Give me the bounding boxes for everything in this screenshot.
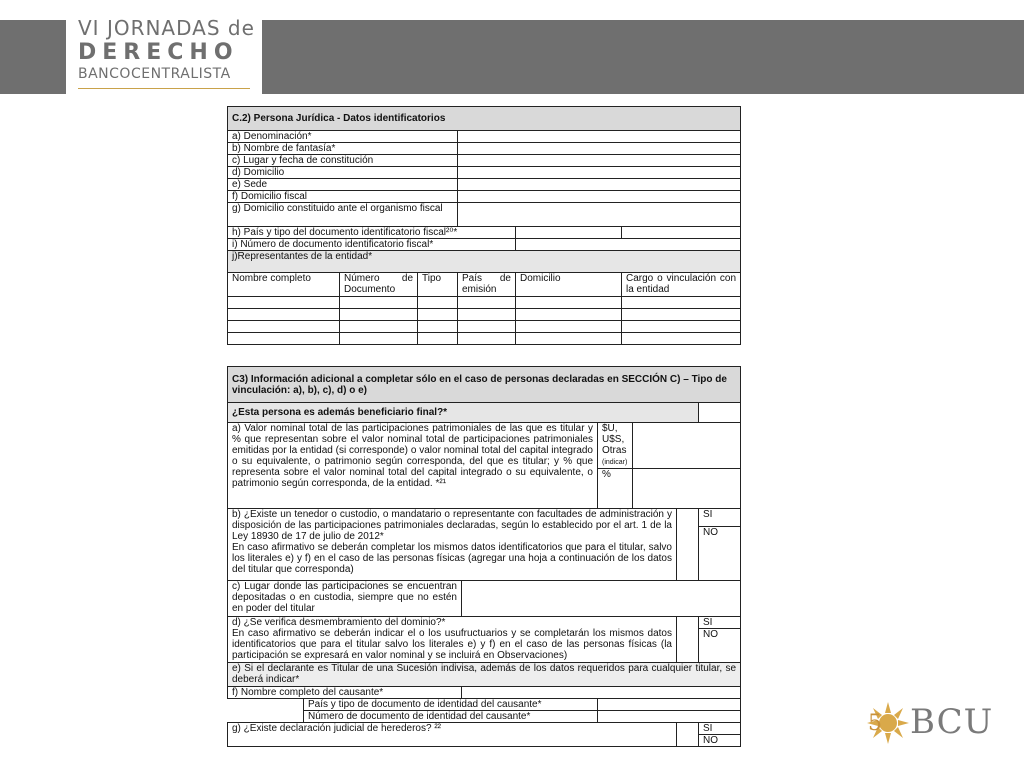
table-cell[interactable] — [622, 333, 741, 345]
table-cell[interactable] — [516, 297, 622, 309]
logo-line-1: VI JORNADAS de — [78, 16, 255, 40]
col-cargo: Cargo o vinculación con la entidad — [622, 273, 741, 297]
table-cell[interactable] — [228, 333, 340, 345]
col-nombre: Nombre completo — [228, 273, 340, 297]
table-cell[interactable] — [340, 309, 418, 321]
c3-input-a-percent[interactable] — [633, 469, 741, 509]
c2-field-c: c) Lugar y fecha de constitución — [228, 155, 458, 167]
c2-field-b: b) Nombre de fantasía* — [228, 143, 458, 155]
table-cell[interactable] — [340, 321, 418, 333]
table-cell[interactable] — [458, 297, 516, 309]
c2-field-i: i) Número de documento identificatorio fiscal* — [228, 239, 516, 251]
table-cell[interactable] — [622, 297, 741, 309]
c2-table — [227, 106, 741, 345]
c3-field-a: a) Valor nominal total de las participaciones patrimoniales de las que es titular y % que representan sobre el valor nominal total de participaciones patrimoniales emitidas por la entidad (si corresponde) o valor nominal total del capital integrado o su equivalente, o patrimonio según corresponda, del que es titular; y % que representa sobre el valor nominal total del capital integrado o su equivalente, o patrimonio según corresponda, de la entidad. *²¹ — [228, 423, 598, 509]
table-cell[interactable] — [340, 333, 418, 345]
c3-field-b — [228, 509, 677, 581]
bcu-text: BCU — [910, 702, 994, 742]
table-row — [228, 309, 741, 321]
logo-line-3: BANCOCENTRALISTA — [78, 66, 231, 82]
c3-field-f1: País y tipo de documento de identidad del causante* — [304, 699, 598, 711]
c3-f-spacer — [228, 699, 304, 711]
logo-line-2: DERECHO — [78, 40, 239, 65]
table-cell[interactable] — [622, 321, 741, 333]
c3-field-f2: Número de documento de identidad del causante* — [304, 711, 598, 723]
table-cell[interactable] — [516, 321, 622, 333]
col-tipo: Tipo — [418, 273, 458, 297]
c3-field-e: e) Si el declarante es Titular de una Sucesión indivisa, además de los datos requeridos para cualquier titular, se deberá indicar* — [228, 663, 741, 687]
c2-input-i[interactable] — [516, 239, 741, 251]
col-domicilio: Domicilio — [516, 273, 622, 297]
table-row — [228, 333, 741, 345]
c3-field-g: g) ¿Existe declaración judicial de herederos? ²² — [228, 723, 677, 747]
c3-field-c: c) Lugar donde las participaciones se encuentran depositadas o en custodia, siempre que no estén en poder del titular — [228, 581, 462, 617]
c3-a-currency-label: $U, U$S, Otras — [602, 423, 627, 456]
table-cell[interactable] — [340, 297, 418, 309]
c3-input-a-value[interactable] — [633, 423, 741, 469]
c3-d-si[interactable]: SI — [699, 617, 741, 629]
c2-form — [227, 106, 740, 345]
c2-field-j: j)Representantes de la entidad* — [228, 251, 741, 273]
col-pais: País de emisión — [458, 273, 516, 297]
c3-a-percent: % — [598, 469, 633, 509]
c2-input-a[interactable] — [458, 131, 741, 143]
c3-d-mark[interactable] — [677, 617, 699, 663]
c2-field-g: g) Domicilio constituido ante el organismo fiscal — [228, 203, 458, 227]
table-cell[interactable] — [418, 297, 458, 309]
c3-d-question: d) ¿Se verifica desmembramiento del dominio?* — [232, 617, 446, 628]
table-cell[interactable] — [458, 321, 516, 333]
logo-rule — [78, 88, 250, 89]
bcu-logo — [864, 700, 1004, 750]
c2-input-c[interactable] — [458, 155, 741, 167]
c2-input-h1[interactable] — [516, 227, 622, 239]
c3-d-note: En caso afirmativo se deberán indicar el o los usufructuarios y se completarán los mismos datos identificatorios que para el titular salvo los literales e) y f) en el caso de las personas físicas (la participación se expresará en valor nominal y se incluirá en Observaciones) — [232, 628, 672, 661]
c3-b-note: En caso afirmativo se deberán completar los mismos datos identificatorios que para el titular, salvo los literales e) y f) en el caso de las personas físicas (agregar una hoja a continuación de los datos del titular que corresponda) — [232, 542, 672, 575]
c3-field-f: f) Nombre completo del causante* — [228, 687, 462, 699]
c3-g-si[interactable]: SI — [699, 723, 741, 735]
c2-input-b[interactable] — [458, 143, 741, 155]
table-cell[interactable] — [516, 309, 622, 321]
c3-benef-question: ¿Esta persona es además beneficiario final?* — [228, 403, 699, 423]
c3-a-currency — [598, 423, 633, 469]
table-cell[interactable] — [458, 333, 516, 345]
c2-field-f: f) Domicilio fiscal — [228, 191, 458, 203]
c3-f-spacer — [228, 711, 304, 723]
col-numero: Número de Documento — [340, 273, 418, 297]
c3-b-si[interactable]: SI — [699, 509, 741, 527]
table-row — [228, 297, 741, 309]
c3-d-no[interactable]: NO — [699, 629, 741, 663]
c3-input-f1[interactable] — [598, 699, 741, 711]
c2-field-e: e) Sede — [228, 179, 458, 191]
c2-title: C.2) Persona Jurídica - Datos identificatorios — [228, 107, 741, 131]
c2-input-g[interactable] — [458, 203, 741, 227]
table-cell[interactable] — [228, 297, 340, 309]
c2-input-d[interactable] — [458, 167, 741, 179]
c2-input-e[interactable] — [458, 179, 741, 191]
c3-field-d — [228, 617, 677, 663]
c3-input-c[interactable] — [462, 581, 741, 617]
c2-field-d: d) Domicilio — [228, 167, 458, 179]
table-cell[interactable] — [418, 321, 458, 333]
c2-field-a: a) Denominación* — [228, 131, 458, 143]
c2-input-h2[interactable] — [622, 227, 741, 239]
c3-table — [227, 366, 741, 747]
table-cell[interactable] — [516, 333, 622, 345]
logo-number: 5 — [868, 711, 882, 736]
event-logo — [66, 12, 262, 96]
c3-b-mark[interactable] — [677, 509, 699, 581]
c2-field-h: h) País y tipo del documento identificatorio fiscal²⁰* — [228, 227, 516, 239]
table-cell[interactable] — [418, 309, 458, 321]
c3-benef-input[interactable] — [699, 403, 741, 423]
c3-b-question: b) ¿Existe un tenedor o custodio, o mandatario o representante con facultades de administración y disposición de las participaciones patrimoniales declaradas, según lo establecido por el art. 1 de la Ley 18930 de 17 de julio de 2012* — [232, 509, 672, 542]
c2-input-f[interactable] — [458, 191, 741, 203]
table-cell[interactable] — [458, 309, 516, 321]
c3-g-mark[interactable] — [677, 723, 699, 747]
table-row — [228, 321, 741, 333]
table-cell[interactable] — [622, 309, 741, 321]
c3-b-no[interactable]: NO — [699, 527, 741, 581]
c3-input-f2[interactable] — [598, 711, 741, 723]
c3-a-indicar: (indicar) — [602, 459, 628, 466]
c3-g-no[interactable]: NO — [699, 735, 741, 747]
table-cell[interactable] — [228, 321, 340, 333]
table-cell[interactable] — [418, 333, 458, 345]
c3-title: C3) Información adicional a completar sólo en el caso de personas declaradas en SECCIÓN C) – Tipo de vinculación: a), b), c), d) o e) — [228, 367, 741, 403]
sun-icon — [864, 700, 912, 746]
table-cell[interactable] — [228, 309, 340, 321]
c3-input-f[interactable] — [462, 687, 741, 699]
c3-form — [227, 366, 740, 747]
